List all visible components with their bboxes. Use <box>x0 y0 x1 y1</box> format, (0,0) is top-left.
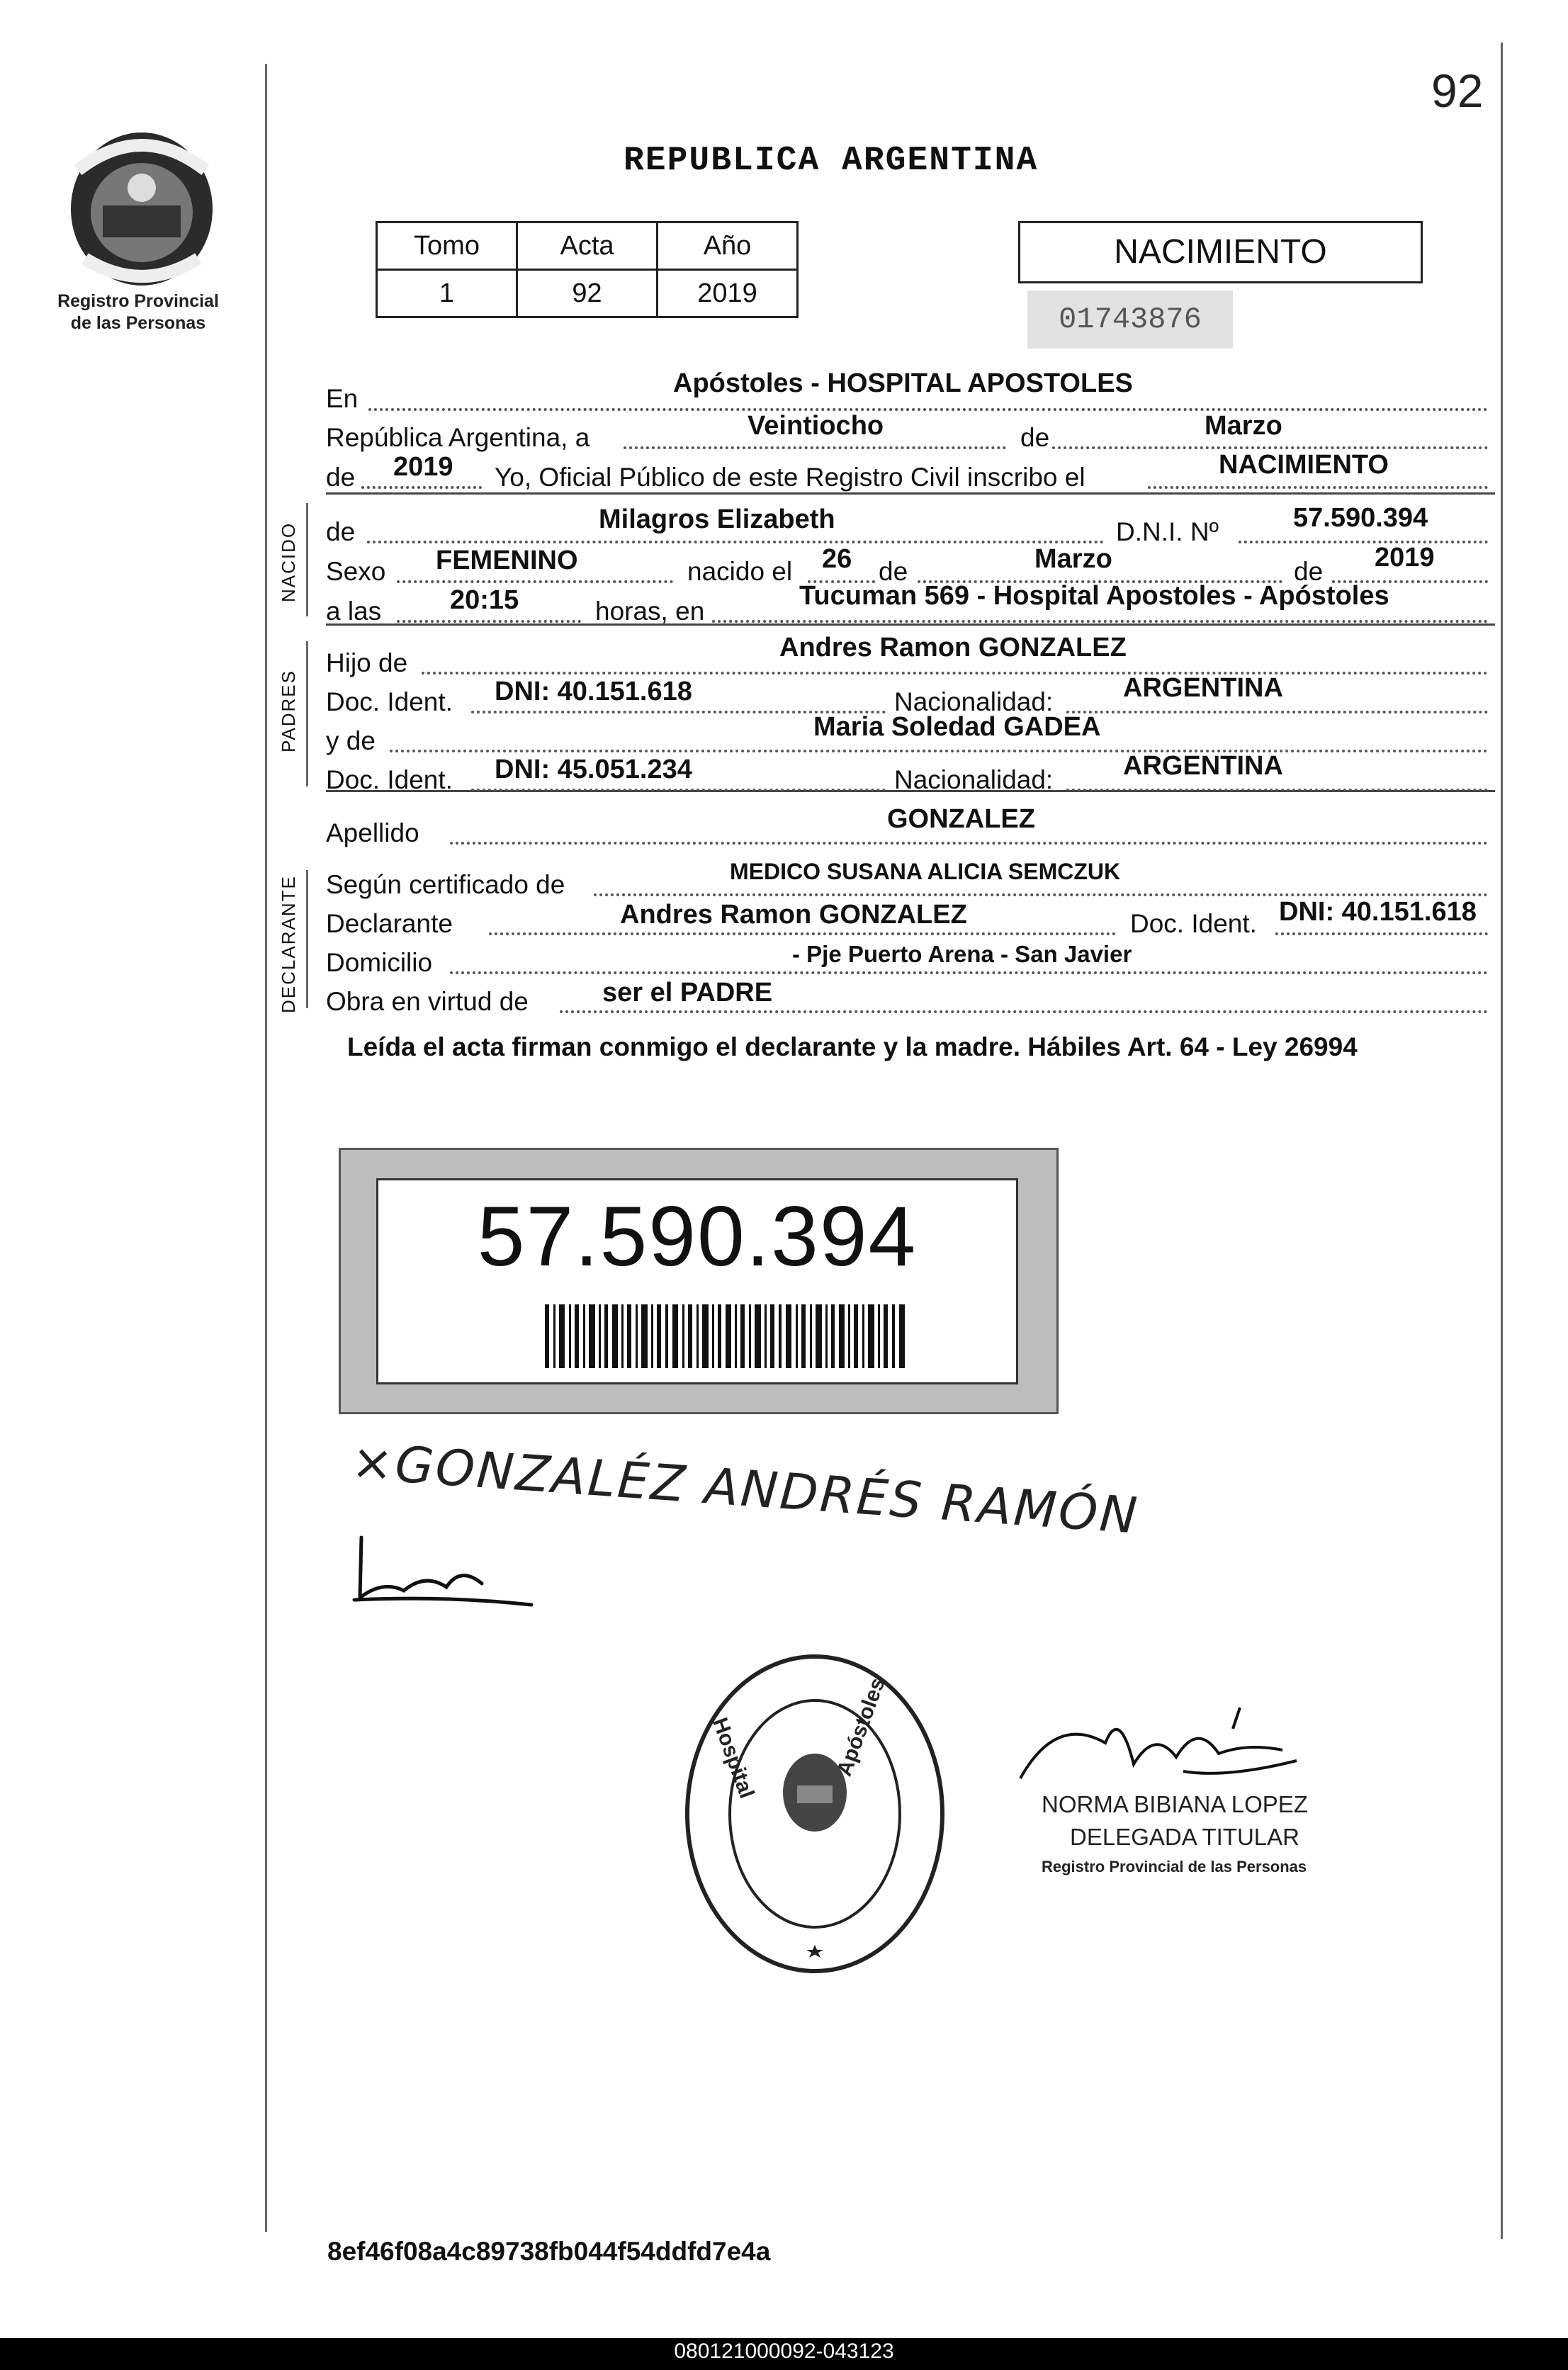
sexo: FEMENINO <box>436 546 578 575</box>
birth-place: Tucuman 569 - Hospital Apostoles - Apóstoles <box>799 581 1389 611</box>
signer-name: NORMA BIBIANA LOPEZ <box>1042 1791 1308 1817</box>
father-nationality: ARGENTINA <box>1123 673 1283 703</box>
bracket-padres <box>306 641 308 786</box>
month: Marzo <box>1205 411 1282 441</box>
doc-label: Doc. Ident. <box>326 765 453 794</box>
yde-label: y de <box>326 726 376 755</box>
anio-value: 2019 <box>658 270 798 317</box>
dotted-line <box>1239 541 1488 543</box>
obra-label: Obra en virtud de <box>326 987 529 1016</box>
side-label-nacido: NACIDO <box>278 521 299 602</box>
father-name: Andres Ramon GONZALEZ <box>779 633 1127 662</box>
certificado-label: Según certificado de <box>326 870 565 899</box>
tomo-value: 1 <box>377 270 517 317</box>
province-coat-of-arms-logo <box>64 128 220 290</box>
declarante-label: Declarante <box>326 909 453 938</box>
page-number: 92 <box>1431 64 1484 117</box>
barcode <box>545 1304 906 1368</box>
acta-header: Acta <box>517 222 658 270</box>
surname: GONZALEZ <box>887 804 1035 834</box>
year: 2019 <box>393 452 453 482</box>
dotted-line <box>1066 711 1488 713</box>
anio-header: Año <box>658 222 798 270</box>
inscribo-value: NACIMIENTO <box>1219 450 1389 480</box>
dotted-line <box>471 789 886 791</box>
seal-text-hospital: Hospital <box>707 1715 759 1802</box>
birth-de-label: de <box>879 557 908 586</box>
side-label-padres: PADRES <box>278 670 299 752</box>
domicilio-label: Domicilio <box>326 948 433 977</box>
dotted-line <box>712 620 1488 623</box>
dotted-line <box>624 446 1006 449</box>
dni-sticker-panel <box>376 1178 1018 1384</box>
child-dni: 57.590.394 <box>1293 503 1428 533</box>
oficial-text: Yo, Oficial Público de este Registro Civil inscribo el <box>495 463 1085 492</box>
hijo-label: Hijo de <box>326 648 408 677</box>
en-value: Apóstoles - HOSPITAL APOSTOLES <box>673 368 1133 398</box>
dotted-line <box>367 541 1104 543</box>
en-label: En <box>326 384 359 413</box>
birth-day: 26 <box>822 544 852 574</box>
dotted-line <box>594 893 1488 896</box>
father-doc: DNI: 40.151.618 <box>495 677 692 706</box>
apellido-label: Apellido <box>326 818 419 847</box>
day-written: Veintiocho <box>748 411 884 441</box>
certificate-issuer: MEDICO SUSANA ALICIA SEMCZUK <box>730 859 1121 884</box>
dotted-line <box>1148 486 1488 489</box>
bracket-declarante <box>306 870 308 1008</box>
doc-label: Doc. Ident. <box>326 687 453 716</box>
dotted-line <box>368 408 1488 411</box>
handwritten-declarant-name: ×GONZALÉZ ANDRÉS RAMÓN <box>349 1432 1141 1545</box>
declarant-name: Andres Ramon GONZALEZ <box>620 900 967 930</box>
year-label: de <box>326 463 356 492</box>
declarant-doc: DNI: 40.151.618 <box>1279 897 1477 927</box>
dotted-line <box>397 620 581 623</box>
side-label-declarante: DECLARANTE <box>278 875 299 1013</box>
birth-de2-label: de <box>1294 557 1324 586</box>
declarant-signature <box>340 1530 546 1615</box>
dotted-line <box>361 486 482 489</box>
dotted-line <box>560 1010 1488 1013</box>
signer-role: DELEGADA TITULAR <box>1070 1824 1299 1850</box>
right-margin-line <box>1501 43 1503 2239</box>
record-kind-box: NACIMIENTO <box>1018 221 1423 283</box>
logo-caption <box>43 290 234 334</box>
alas-label: a las <box>326 597 382 626</box>
mother-name: Maria Soledad GADEA <box>813 712 1101 742</box>
nacido-label: nacido el <box>687 557 793 586</box>
dotted-line <box>489 932 1116 935</box>
dotted-line <box>1066 789 1488 791</box>
mother-doc: DNI: 45.051.234 <box>495 755 692 784</box>
dotted-line <box>390 750 1488 752</box>
register-table <box>376 221 799 318</box>
address: - Pje Puerto Arena - San Javier <box>792 941 1132 967</box>
logo-caption-line-1: Registro Provincial <box>57 291 219 311</box>
seal-text-apostoles: Apóstoles <box>833 1674 890 1780</box>
acta-value: 92 <box>517 270 658 317</box>
nombre-label: de <box>326 517 356 546</box>
document-hash: 8ef46f08a4c89738fb044f54ddfd7e4a <box>327 2237 771 2266</box>
birth-year: 2019 <box>1375 543 1435 572</box>
de-label: de <box>1020 423 1050 452</box>
dotted-line <box>450 971 1488 974</box>
dni-sticker-number: 57.590.394 <box>477 1189 918 1284</box>
nac-label: Nacionalidad: <box>894 765 1054 794</box>
divider-nacido <box>326 623 1495 626</box>
horas-label: horas, en <box>595 597 705 626</box>
divider-top <box>326 492 1495 495</box>
serial-stamp: 01743876 <box>1027 290 1233 349</box>
hora: 20:15 <box>450 585 519 615</box>
logo-caption-line-2: de las Personas <box>70 313 206 333</box>
bracket-nacido <box>306 503 308 616</box>
country-title: REPUBLICA ARGENTINA <box>624 142 1039 180</box>
dni-label: D.N.I. Nº <box>1116 517 1219 546</box>
official-seal-stamp <box>680 1651 949 1977</box>
reason: ser el PADRE <box>602 978 773 1008</box>
left-margin-line <box>265 64 267 2232</box>
footer-code: 080121000092-043123 <box>674 2340 894 2363</box>
dotted-line <box>450 842 1488 845</box>
tomo-header: Tomo <box>377 222 517 270</box>
signer-organization: Registro Provincial de las Personas <box>1042 1858 1307 1875</box>
sexo-label: Sexo <box>326 557 386 586</box>
birth-month: Marzo <box>1034 544 1112 574</box>
decl-doc-label: Doc. Ident. <box>1130 909 1257 938</box>
republica-label: República Argentina, a <box>326 423 590 452</box>
dni-sticker <box>339 1148 1059 1414</box>
child-name: Milagros Elizabeth <box>599 504 835 534</box>
dotted-line <box>397 580 673 583</box>
closing-note: Leída el acta firman conmigo el declarante y la madre. Hábiles Art. 64 - Ley 26994 <box>347 1032 1358 1061</box>
dotted-line <box>1275 932 1488 935</box>
mother-nationality: ARGENTINA <box>1123 751 1283 781</box>
nac-label: Nacionalidad: <box>894 687 1054 716</box>
dotted-line <box>422 672 1488 675</box>
dotted-line <box>1052 446 1488 449</box>
